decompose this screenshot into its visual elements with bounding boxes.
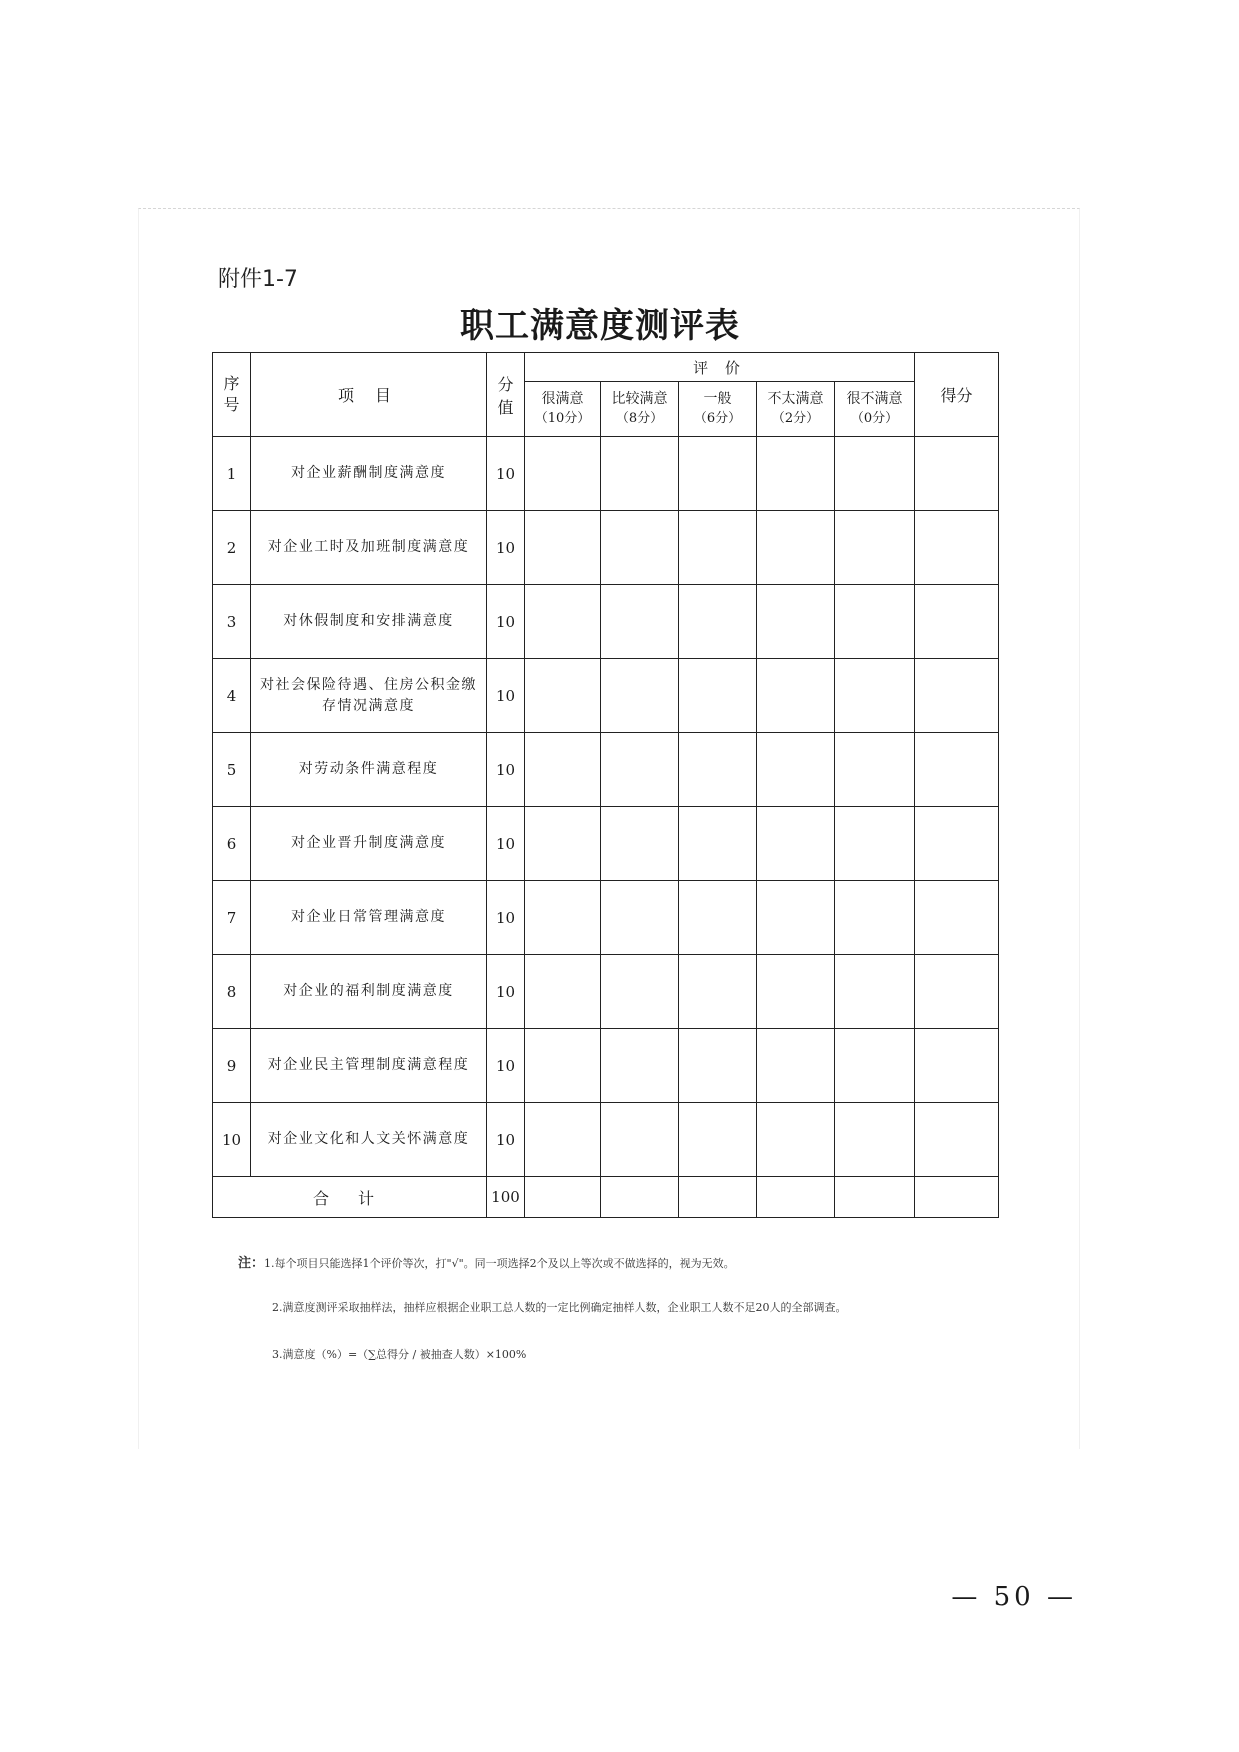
score-cell[interactable] — [915, 511, 999, 585]
rating-cell-fairly-satisfied[interactable] — [601, 585, 679, 659]
total-label: 合 计 — [213, 1177, 487, 1218]
row-number: 10 — [213, 1103, 251, 1177]
page-number: — 50 — — [951, 1582, 1077, 1612]
rating-cell-not-very-satisfied[interactable] — [757, 955, 835, 1029]
rating-cell-fairly-satisfied[interactable] — [601, 955, 679, 1029]
row-number: 4 — [213, 659, 251, 733]
score-cell[interactable] — [915, 585, 999, 659]
rating-cell-not-very-satisfied[interactable] — [757, 659, 835, 733]
rating-cell-average[interactable] — [679, 733, 757, 807]
note-3 — [272, 1346, 526, 1362]
option-fairly-satisfied — [601, 382, 679, 437]
option-label: 一般 — [703, 391, 732, 408]
rating-cell-not-very-satisfied[interactable] — [757, 437, 835, 511]
table-row — [213, 807, 999, 881]
table-body — [213, 353, 999, 1218]
rating-cell-average[interactable] — [679, 659, 757, 733]
row-number: 6 — [213, 807, 251, 881]
row-number: 3 — [213, 585, 251, 659]
option-very-dissatisfied — [835, 382, 915, 437]
row-score: 10 — [487, 659, 525, 733]
rating-cell-fairly-satisfied[interactable] — [601, 807, 679, 881]
row-number: 2 — [213, 511, 251, 585]
score-cell[interactable] — [915, 1103, 999, 1177]
rating-cell-average[interactable] — [679, 1103, 757, 1177]
rating-cell-fairly-satisfied[interactable] — [601, 1103, 679, 1177]
note-text: 2.满意度测评采取抽样法，抽样应根据企业职工总人数的一定比例确定抽样人数，企业职工人数不足20人的全部调查。 — [272, 1301, 847, 1314]
satisfaction-evaluation-table — [212, 352, 999, 1218]
rating-cell-fairly-satisfied[interactable] — [601, 1029, 679, 1103]
header-score: 分值 — [487, 353, 525, 437]
row-item: 对企业文化和人文关怀满意度 — [251, 1103, 487, 1177]
rating-cell-not-very-satisfied[interactable] — [757, 881, 835, 955]
rating-cell-average[interactable] — [679, 881, 757, 955]
rating-cell-not-very-satisfied[interactable] — [757, 511, 835, 585]
row-score: 10 — [487, 437, 525, 511]
rating-cell-not-very-satisfied[interactable] — [757, 585, 835, 659]
rating-cell-very-satisfied[interactable] — [525, 1029, 601, 1103]
table-row — [213, 659, 999, 733]
score-cell[interactable] — [915, 733, 999, 807]
row-score: 10 — [487, 511, 525, 585]
option-label: 比较满意 — [611, 391, 668, 408]
table-row — [213, 733, 999, 807]
rating-cell-fairly-satisfied[interactable] — [601, 511, 679, 585]
option-points: （6分） — [693, 410, 742, 426]
score-cell[interactable] — [915, 1029, 999, 1103]
rating-cell-very-satisfied[interactable] — [525, 437, 601, 511]
rating-cell-very-satisfied[interactable] — [525, 511, 601, 585]
rating-cell-not-very-satisfied[interactable] — [757, 807, 835, 881]
row-score: 10 — [487, 1103, 525, 1177]
table-row — [213, 437, 999, 511]
rating-cell-not-very-satisfied[interactable] — [757, 1103, 835, 1177]
row-number: 9 — [213, 1029, 251, 1103]
total-cell-very-dissatisfied[interactable] — [835, 1177, 915, 1218]
page-title: 职工满意度测评表 — [460, 306, 740, 346]
rating-cell-average[interactable] — [679, 955, 757, 1029]
rating-cell-average[interactable] — [679, 807, 757, 881]
rating-cell-average[interactable] — [679, 585, 757, 659]
total-score-cell[interactable] — [915, 1177, 999, 1218]
total-cell-fairly-satisfied[interactable] — [601, 1177, 679, 1218]
rating-cell-very-satisfied[interactable] — [525, 585, 601, 659]
rating-cell-very-dissatisfied[interactable] — [835, 437, 915, 511]
row-score: 10 — [487, 881, 525, 955]
total-cell-not-very-satisfied[interactable] — [757, 1177, 835, 1218]
rating-cell-very-dissatisfied[interactable] — [835, 1103, 915, 1177]
rating-cell-very-dissatisfied[interactable] — [835, 511, 915, 585]
rating-cell-very-dissatisfied[interactable] — [835, 733, 915, 807]
row-item: 对企业工时及加班制度满意度 — [251, 511, 487, 585]
rating-cell-fairly-satisfied[interactable] — [601, 881, 679, 955]
table-row — [213, 955, 999, 1029]
header-evaluation: 评 价 — [525, 353, 915, 382]
attachment-label: 附件1-7 — [218, 267, 298, 292]
row-score: 10 — [487, 1029, 525, 1103]
option-label: 不太满意 — [767, 391, 824, 408]
option-points: （10分） — [534, 410, 591, 426]
note-2 — [272, 1299, 847, 1315]
rating-cell-fairly-satisfied[interactable] — [601, 733, 679, 807]
row-item: 对休假制度和安排满意度 — [251, 585, 487, 659]
option-not-very-satisfied — [757, 382, 835, 437]
note-text: 1.每个项目只能选择1个评价等次，打"√"。同一项选择2个及以上等次或不做选择的，视为无效。 — [264, 1257, 735, 1270]
rating-cell-very-dissatisfied[interactable] — [835, 955, 915, 1029]
rating-cell-very-satisfied[interactable] — [525, 659, 601, 733]
row-item: 对劳动条件满意程度 — [251, 733, 487, 807]
rating-cell-not-very-satisfied[interactable] — [757, 1029, 835, 1103]
rating-cell-very-dissatisfied[interactable] — [835, 585, 915, 659]
header-serial: 序号 — [213, 353, 251, 437]
rating-cell-very-satisfied[interactable] — [525, 807, 601, 881]
header-row-1 — [213, 353, 999, 382]
score-cell[interactable] — [915, 807, 999, 881]
row-item: 对企业薪酬制度满意度 — [251, 437, 487, 511]
note-text: 3.满意度（%）=（∑总得分 / 被抽查人数）×100% — [272, 1348, 527, 1361]
rating-cell-average[interactable] — [679, 511, 757, 585]
option-label: 很满意 — [541, 391, 584, 408]
rating-cell-very-satisfied[interactable] — [525, 1103, 601, 1177]
row-item: 对社会保险待遇、住房公积金缴存情况满意度 — [251, 659, 487, 733]
total-row — [213, 1177, 999, 1218]
option-label: 很不满意 — [846, 391, 903, 408]
option-points: （2分） — [771, 410, 820, 426]
rating-cell-very-dissatisfied[interactable] — [835, 1029, 915, 1103]
row-item: 对企业日常管理满意度 — [251, 881, 487, 955]
row-item: 对企业民主管理制度满意程度 — [251, 1029, 487, 1103]
rating-cell-average[interactable] — [679, 1029, 757, 1103]
table-row — [213, 1103, 999, 1177]
option-average — [679, 382, 757, 437]
rating-cell-fairly-satisfied[interactable] — [601, 659, 679, 733]
total-cell-very-satisfied[interactable] — [525, 1177, 601, 1218]
rating-cell-very-dissatisfied[interactable] — [835, 881, 915, 955]
row-score: 10 — [487, 585, 525, 659]
row-item: 对企业的福利制度满意度 — [251, 955, 487, 1029]
header-get-score: 得分 — [915, 353, 999, 437]
rating-cell-very-satisfied[interactable] — [525, 955, 601, 1029]
rating-cell-very-satisfied[interactable] — [525, 733, 601, 807]
row-item: 对企业晋升制度满意度 — [251, 807, 487, 881]
rating-cell-very-dissatisfied[interactable] — [835, 659, 915, 733]
rating-cell-very-satisfied[interactable] — [525, 881, 601, 955]
option-points: （8分） — [615, 410, 664, 426]
row-number: 1 — [213, 437, 251, 511]
row-number: 7 — [213, 881, 251, 955]
row-score: 10 — [487, 955, 525, 1029]
score-cell[interactable] — [915, 955, 999, 1029]
row-number: 5 — [213, 733, 251, 807]
rating-cell-average[interactable] — [679, 437, 757, 511]
table-row — [213, 881, 999, 955]
score-cell[interactable] — [915, 659, 999, 733]
table-row — [213, 585, 999, 659]
option-points: （0分） — [850, 410, 899, 426]
rating-cell-fairly-satisfied[interactable] — [601, 437, 679, 511]
table-row — [213, 1029, 999, 1103]
score-cell[interactable] — [915, 437, 999, 511]
row-score: 10 — [487, 733, 525, 807]
option-very-satisfied — [525, 382, 601, 437]
total-cell-average[interactable] — [679, 1177, 757, 1218]
notes-label: 注： — [238, 1256, 265, 1271]
rating-cell-very-dissatisfied[interactable] — [835, 807, 915, 881]
rating-cell-not-very-satisfied[interactable] — [757, 733, 835, 807]
note-1 — [238, 1252, 735, 1271]
row-number: 8 — [213, 955, 251, 1029]
row-score: 10 — [487, 807, 525, 881]
total-score: 100 — [487, 1177, 525, 1218]
score-cell[interactable] — [915, 881, 999, 955]
header-item: 项 目 — [251, 353, 487, 437]
table-row — [213, 511, 999, 585]
